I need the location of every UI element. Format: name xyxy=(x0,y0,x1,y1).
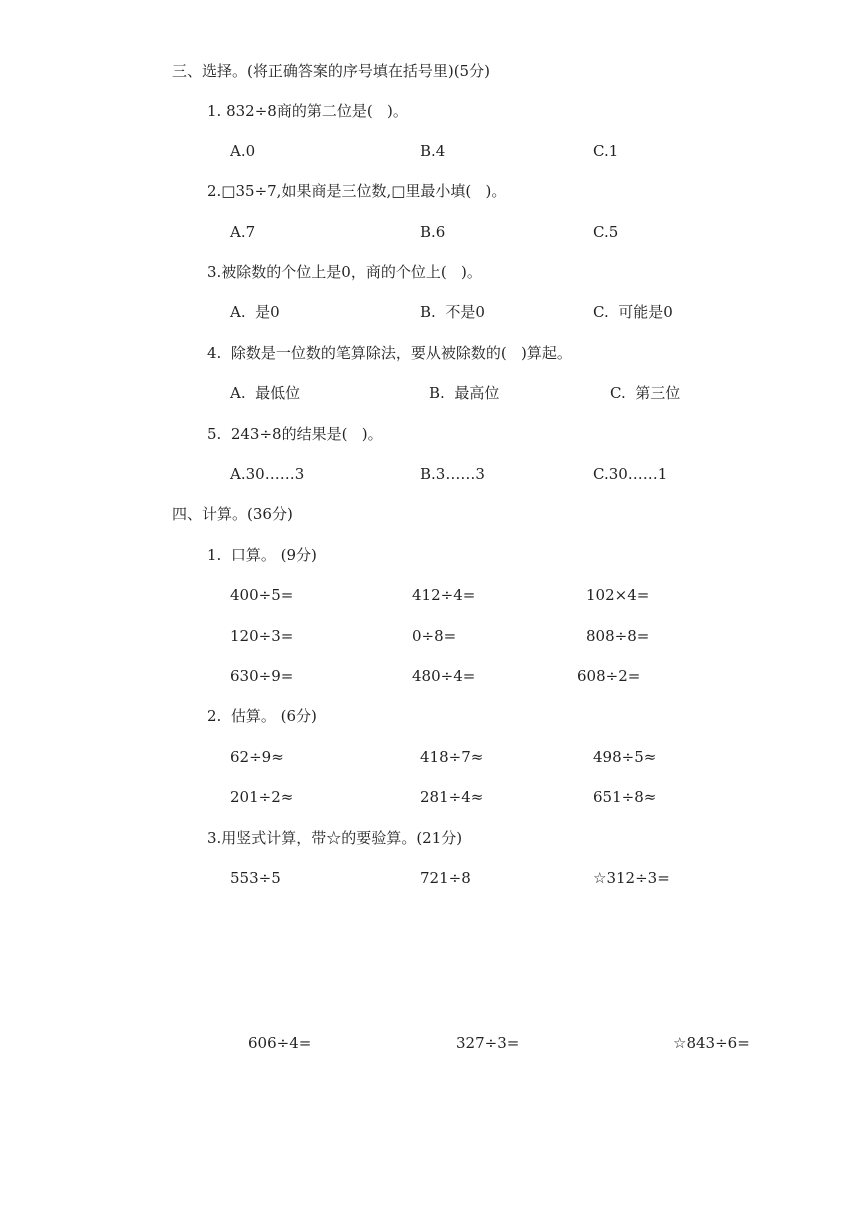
question-3-option-b: B. 不是0 xyxy=(420,303,485,321)
question-1-option-a: A.0 xyxy=(230,142,256,160)
question-3-option-c: C. 可能是0 xyxy=(593,303,673,321)
question-5-option-c: C.30……1 xyxy=(593,465,668,483)
question-2-option-a: A.7 xyxy=(230,223,256,241)
question-2-option-c: C.5 xyxy=(593,223,619,241)
oral-calc-title: 1. 口算。 (9分) xyxy=(207,546,317,564)
oral-calc-item: 120÷3= xyxy=(230,627,294,645)
section-4-title: 四、计算。(36分) xyxy=(172,505,293,523)
question-2-text: 2.□35÷7,如果商是三位数,□里最小填( )。 xyxy=(207,182,507,200)
question-4-option-c: C. 第三位 xyxy=(610,384,681,402)
question-4-text: 4. 除数是一位数的笔算除法，要从被除数的( )算起。 xyxy=(207,344,572,362)
oral-calc-item: 102×4= xyxy=(586,586,650,604)
oral-calc-item: 0÷8= xyxy=(412,627,457,645)
oral-calc-item: 412÷4= xyxy=(412,586,476,604)
question-1-option-c: C.1 xyxy=(593,142,619,160)
section-3-title: 三、选择。(将正确答案的序号填在括号里)(5分) xyxy=(172,62,490,80)
question-5-option-a: A.30……3 xyxy=(230,465,305,483)
question-5-text: 5. 243÷8的结果是( )。 xyxy=(207,425,383,443)
oral-calc-item: 608÷2= xyxy=(577,667,641,685)
estimate-item: 201÷2≈ xyxy=(230,788,294,806)
question-3-text: 3.被除数的个位上是0，商的个位上( )。 xyxy=(207,263,482,281)
oral-calc-item: 630÷9= xyxy=(230,667,294,685)
question-4-option-b: B. 最高位 xyxy=(429,384,500,402)
estimate-item: 281÷4≈ xyxy=(420,788,484,806)
estimate-item: 62÷9≈ xyxy=(230,748,284,766)
vertical-calc-item: ☆312÷3= xyxy=(593,869,670,887)
question-4-option-a: A. 最低位 xyxy=(230,384,301,402)
vertical-calc-item: 606÷4= xyxy=(248,1034,312,1052)
question-1-text: 1. 832÷8商的第二位是( )。 xyxy=(207,102,408,120)
oral-calc-item: 808÷8= xyxy=(586,627,650,645)
estimate-title: 2. 估算。 (6分) xyxy=(207,707,317,725)
vertical-calc-title: 3.用竖式计算，带☆的要验算。(21分) xyxy=(207,829,463,847)
vertical-calc-item: ☆843÷6= xyxy=(673,1034,750,1052)
question-1-option-b: B.4 xyxy=(420,142,446,160)
vertical-calc-item: 553÷5 xyxy=(230,869,281,887)
oral-calc-item: 400÷5= xyxy=(230,586,294,604)
question-3-option-a: A. 是0 xyxy=(230,303,280,321)
question-5-option-b: B.3……3 xyxy=(420,465,485,483)
question-2-option-b: B.6 xyxy=(420,223,446,241)
estimate-item: 651÷8≈ xyxy=(593,788,657,806)
estimate-item: 498÷5≈ xyxy=(593,748,657,766)
vertical-calc-item: 327÷3= xyxy=(456,1034,520,1052)
oral-calc-item: 480÷4= xyxy=(412,667,476,685)
estimate-item: 418÷7≈ xyxy=(420,748,484,766)
vertical-calc-item: 721÷8 xyxy=(420,869,471,887)
